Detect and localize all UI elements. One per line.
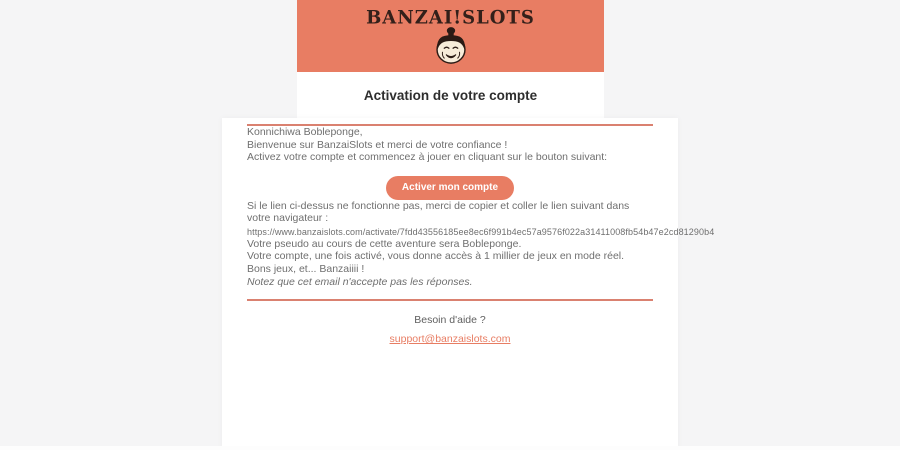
help-text: Besoin d'aide ? bbox=[414, 314, 486, 327]
welcome-text: Bienvenue sur BanzaiSlots et merci de votre confiance ! bbox=[247, 138, 508, 151]
brand-header bbox=[297, 0, 604, 72]
footer-divider bbox=[247, 299, 653, 301]
greeting-text: Konnichiwa Bobleponge, bbox=[247, 126, 363, 138]
footer-link-row bbox=[247, 329, 653, 347]
activation-url: https://www.banzaislots.com/activate/7fdd43556185ee8ec6f991b4ec57a9576f022a31411008fb54b47e2cd81290b4 bbox=[247, 226, 715, 237]
bottom-edge-strip bbox=[0, 446, 900, 450]
button-row bbox=[247, 176, 653, 200]
closing-text: Bons jeux, et... Banzaiiii ! bbox=[247, 262, 365, 275]
fallback-text: Si le lien ci-dessus ne fonctionne pas, merci de copier et coller le lien suivant dans votre navigateur : bbox=[247, 199, 630, 225]
account-access-text: Votre compte, une fois activé, vous donne accès à 1 millier de jeux en mode réel. bbox=[247, 250, 625, 263]
email-header-column bbox=[297, 0, 604, 118]
activate-instruction-text: Activez votre compte et commencez à jouer en cliquant sur le bouton suivant: bbox=[247, 151, 608, 164]
brand-logo-text: BANZAI!SLOTS bbox=[366, 6, 535, 29]
sumo-face-icon bbox=[297, 26, 604, 66]
activate-account-button[interactable]: Activer mon compte bbox=[386, 176, 514, 200]
pseudo-text: Votre pseudo au cours de cette aventure sera Bobleponge. bbox=[247, 237, 522, 250]
support-email-link[interactable]: support@banzaislots.com bbox=[389, 333, 511, 346]
fallback-paragraph bbox=[247, 199, 715, 238]
email-body-card bbox=[222, 118, 715, 450]
no-reply-note: Notez que cet email n'accepte pas les réponses. bbox=[247, 275, 473, 288]
email-title: Activation de votre compte bbox=[363, 87, 538, 103]
email-title-bar bbox=[297, 72, 604, 118]
